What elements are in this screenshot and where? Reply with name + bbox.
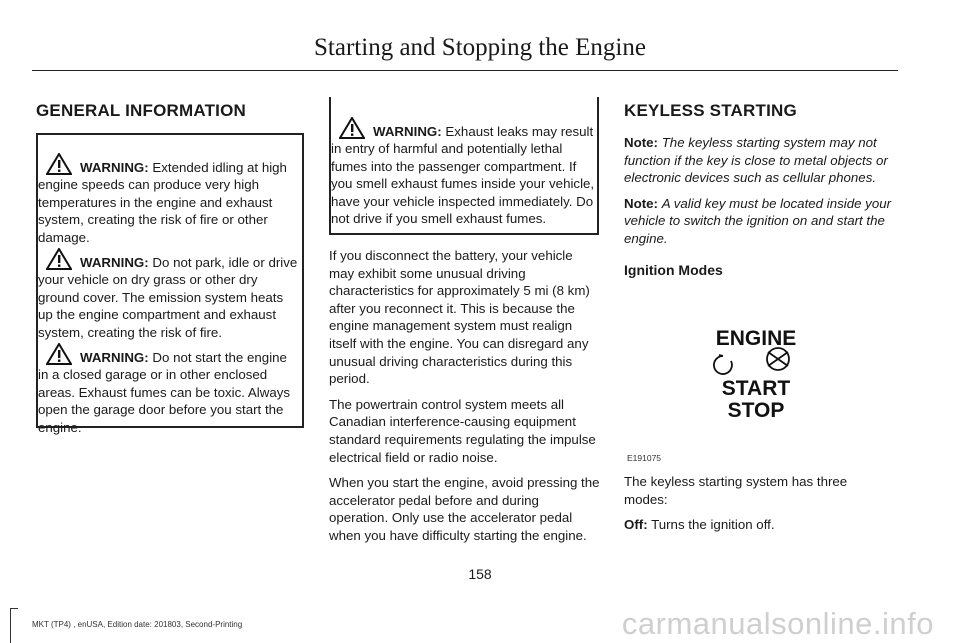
mode-off: Off: Turns the ignition off. [624,517,775,533]
warning-text-2: WARNING: Do not park, idle or drive your vehicle on dry grass or other dry ground cover. The emission system heats up the engine compartment and exhaust system, creating the risk of fire. [38,248,300,341]
warning-triangle-icon [46,153,72,175]
warning-text-3: WARNING: Do not start the engine in a closed garage or in other enclosed areas. Exhaust fumes can be toxic. Always open the garage door before you start the engine. [38,343,300,436]
warning-text-1: WARNING: Extended idling at high engine speeds can produce very high temperatures in the engine and exhaust system, creating the risk of fire or other damage. [38,153,300,246]
heading-keyless-starting: KEYLESS STARTING [624,101,797,120]
page-number: 158 [468,566,492,582]
warning-box-3 [36,341,304,435]
crop-mark-left-h [10,608,18,609]
paragraph-battery: If you disconnect the battery, your vehicle may exhibit some unusual driving characteristics for approximately 5 mi (8 km) after you reconnect it. This is because the engine management system must realign itself with the engine. You can disregard any unusual driving characteristics during this period. [329,248,590,387]
subheading-ignition-modes: Ignition Modes [624,262,723,278]
crop-mark-left [10,608,11,643]
col3-notes [624,134,892,248]
svg-text:START: START [721,377,791,400]
warning-box-4 [329,97,599,235]
header-rule [32,70,898,71]
engine-start-stop-icon [706,325,806,425]
svg-text:ENGINE: ENGINE [715,327,797,350]
paragraph-accelerator: When you start the engine, avoid pressing the accelerator pedal before and during operation. Only use the accelerator pedal when you have difficulty starting the engine. [329,475,600,543]
col2-body [329,247,601,545]
note-2: Note: A valid key must be located inside your vehicle to switch the ignition on and start the engine. [624,195,892,246]
warning-triangle-icon [46,248,72,270]
warning-box-2 [36,239,304,341]
paragraph-modes: The keyless starting system has three modes: [624,474,848,507]
svg-text:STOP: STOP [727,399,785,422]
watermark: carmanualsonline.info [621,606,934,641]
warning-text-4: WARNING: Exhaust leaks may result in entry of harmful and potentially lethal fumes into the passenger compartment. If you smell exhaust fumes inside your vehicle, have your vehicle inspected immediately. Do not drive if you smell exhaust fumes. [331,117,595,227]
warning-triangle-icon [339,117,365,139]
warning-triangle-icon [46,343,72,365]
note-1: Note: The keyless starting system may not function if the key is close to metal objects or electronic devices such as cellular phones. [624,135,888,186]
edition-footer: MKT (TP4) , enUSA, Edition date: 201803, Second-Printing [32,620,243,629]
warning-box-1 [36,133,304,245]
figure-id: E191075 [627,453,662,463]
heading-general-information: GENERAL INFORMATION [36,101,246,120]
page-title: Starting and Stopping the Engine [314,34,646,61]
paragraph-powertrain: The powertrain control system meets all Canadian interference-causing equipment standard requirements regulating the impulse electrical field or radio noise. [329,396,596,465]
col3-body [624,473,892,534]
